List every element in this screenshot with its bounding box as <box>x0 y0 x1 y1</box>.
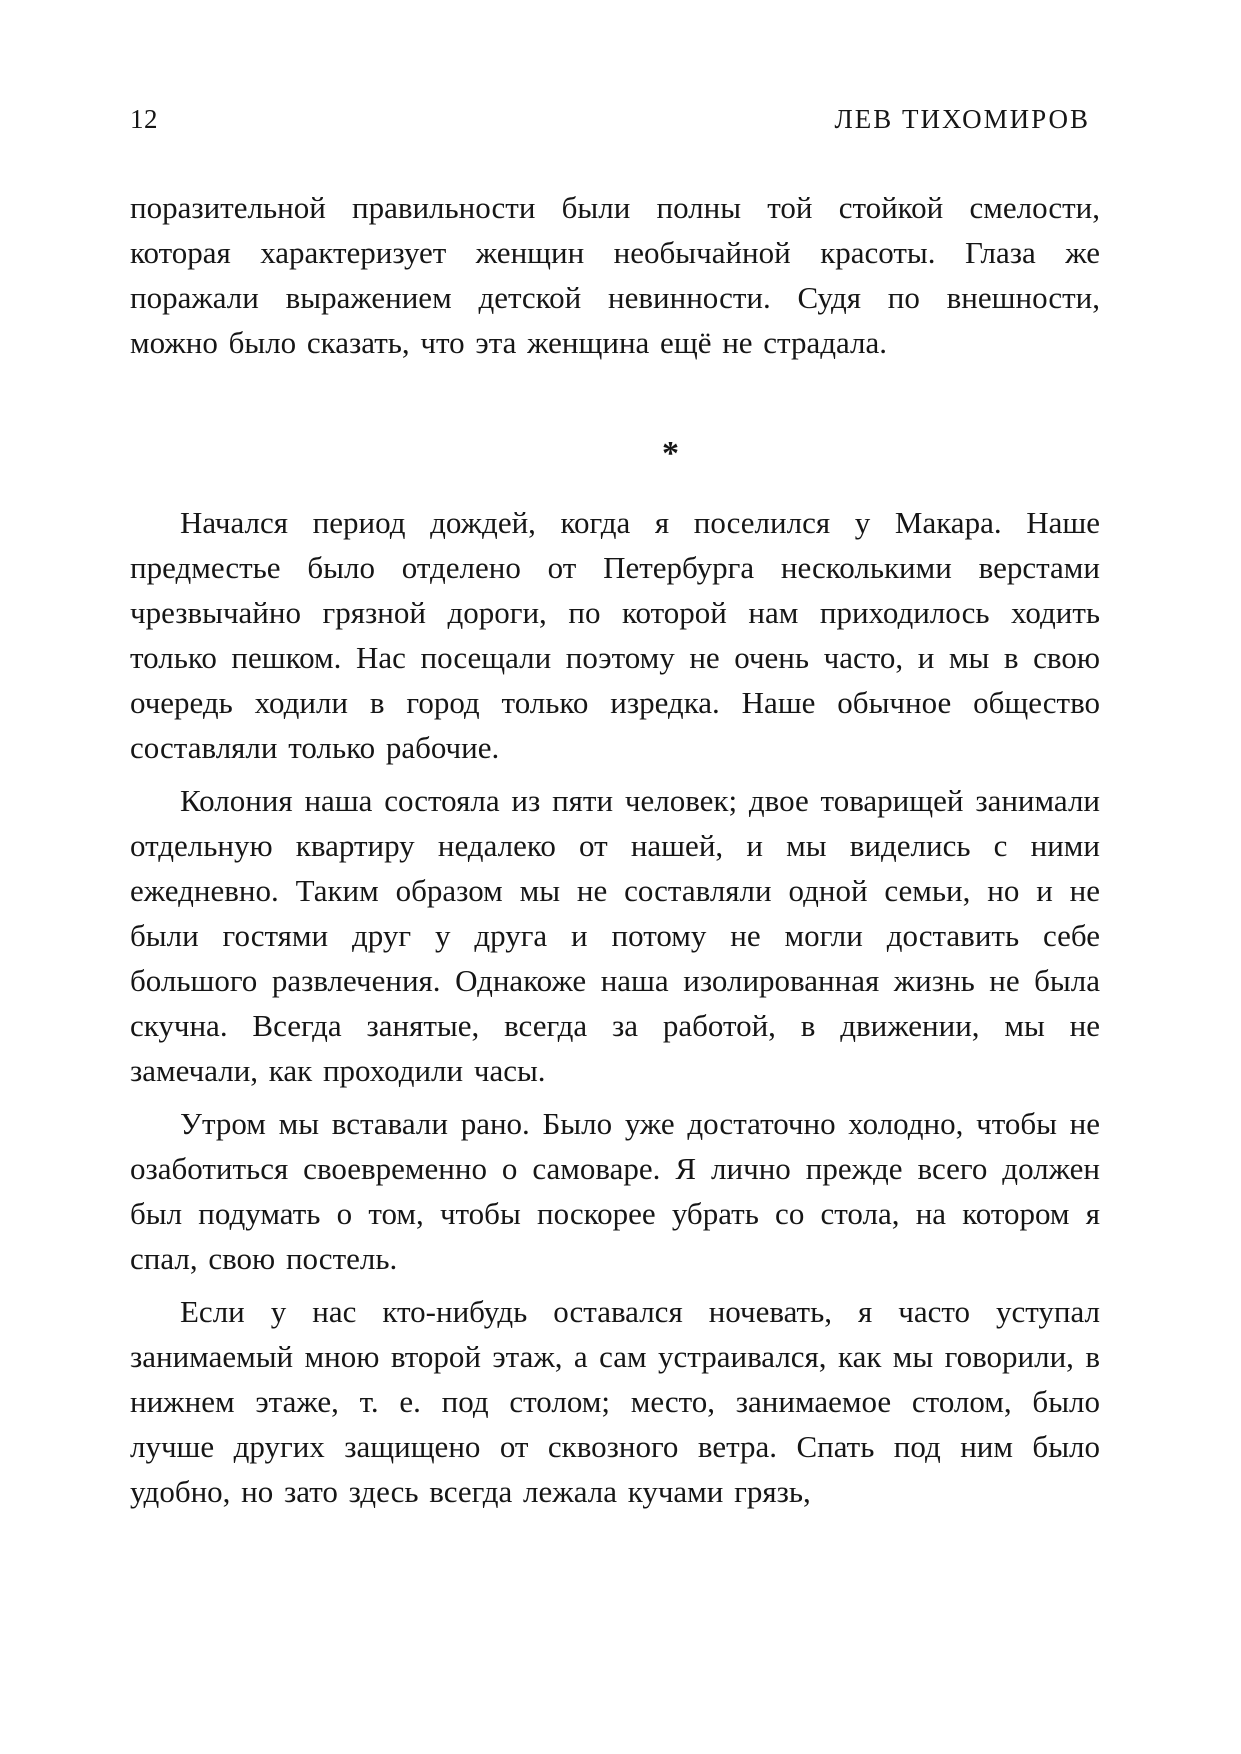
paragraph: Колония наша состояла из пяти человек; двое товарищей занимали отдельную квартиру недалеко от нашей, и мы виделись с ними ежедневно. Таким образом мы не составляли одной семьи, но и не были гостями друг у друга и потому не могли доставить себе большого развлечения. Однакоже наша изолированная жизнь не была скучна. Всегда занятые, всегда за работой, в движении, мы не замечали, как проходили часы. <box>130 783 1100 1088</box>
opening-paragraph: поразительной правильности были полны той стойкой смелости, которая характеризует женщин необычайной красоты. Глаза же поражали выражением детской невинности. Судя по внешности, можно было сказать, что эта женщина ещё не страдала. <box>130 190 1100 360</box>
paragraph: Утром мы вставали рано. Было уже достаточно холодно, чтобы не озаботиться своевременно о самоваре. Я лично прежде всего должен был подумать о том, чтобы поскорее убрать со стола, на котором я спал, свою постель. <box>130 1106 1100 1276</box>
paragraph: Начался период дождей, когда я поселился у Макара. Наше предместье было отделено от Петербурга несколькими верстами чрезвычайно грязной дороги, по которой нам приходилось ходить только пешком. Нас посещали поэтому не очень часто, и мы в свою очередь ходили в город только изредка. Наше обычное общество составляли только рабочие. <box>130 505 1100 765</box>
running-head <box>130 104 1090 144</box>
text-block-top <box>130 185 1100 373</box>
page-number: 12 <box>130 104 158 134</box>
text-block-main <box>130 500 1100 1522</box>
running-title: ЛЕВ ТИХОМИРОВ <box>834 104 1090 134</box>
section-separator-asterisk: * <box>662 435 679 472</box>
paragraph: Если у нас кто-нибудь оставался ночевать, я часто уступал занимаемый мною второй этаж, а сам устраивался, как мы говорили, в нижнем этаже, т. е. под столом; место, занимаемое столом, было лучше других защищено от сквозного ветра. Спать под ним было удобно, но зато здесь всегда лежала кучами грязь, <box>130 1294 1100 1509</box>
